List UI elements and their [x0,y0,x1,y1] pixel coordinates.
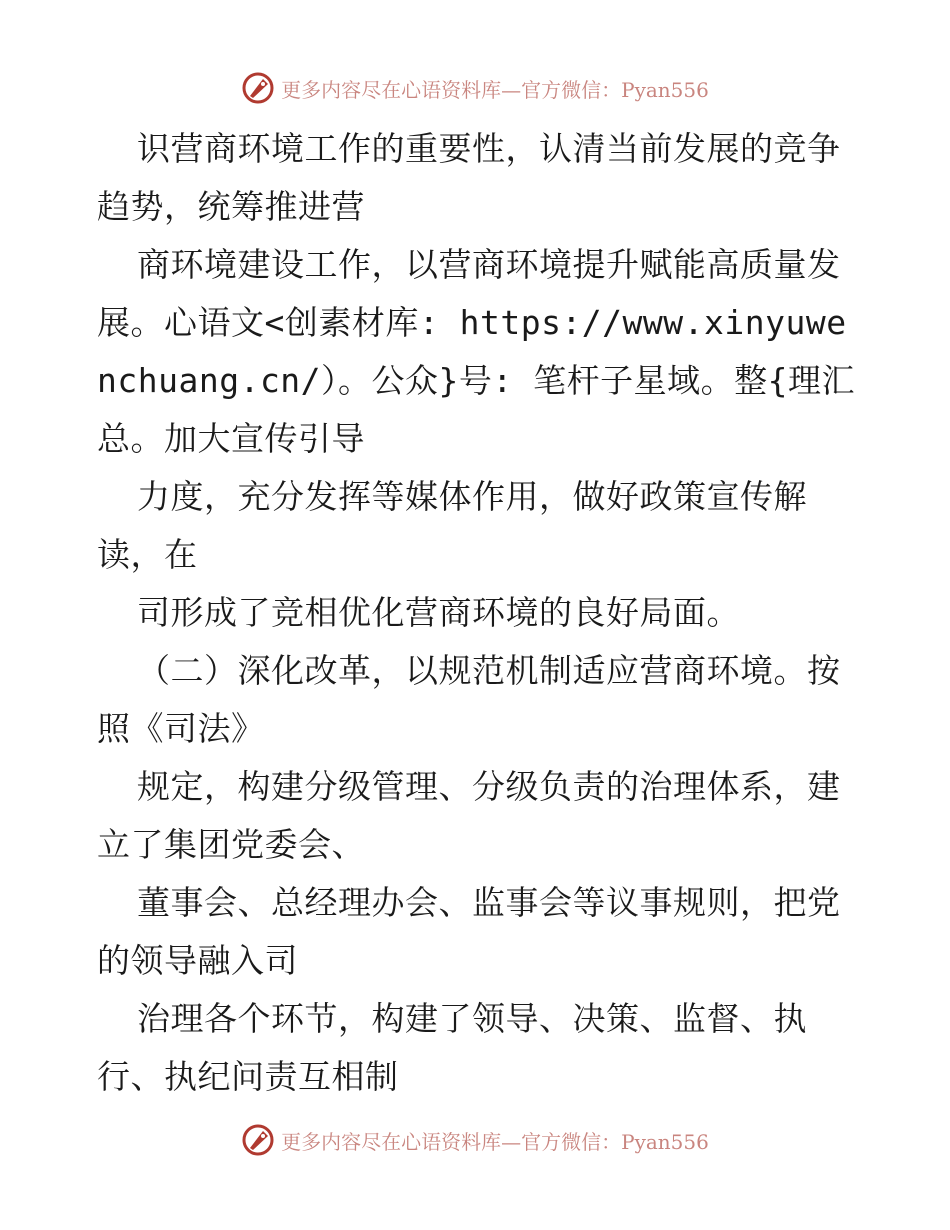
header-banner [0,68,950,108]
paragraph: 治理各个环节，构建了领导、决策、监督、执行、执纪问责互相制 [97,999,807,1096]
paragraph: （二）深化改革，以规范机制适应营商环境。按照《司法》 [97,651,841,748]
paragraph: 力度，充分发挥等媒体作用，做好政策宣传解读，在 [97,477,807,574]
paragraph: 规定，构建分级管理、分级负责的治理体系，建立了集团党委会、 [97,767,841,864]
paragraph: 识营商环境工作的重要性，认清当前发展的竞争趋势，统筹推进营 [97,129,841,226]
pen-nib-circle-icon [241,71,275,105]
footer-banner [0,1120,950,1160]
paragraph: 商环境建设工作，以营商环境提升赋能高质量发展。心语文<创素材库: https://www.xinyuwenchuang.cn/）。公众}号: 笔杆子星域。整{理汇总。加大宣传引导 [97,245,856,458]
pen-nib-circle-icon [241,1123,275,1157]
banner-text: 更多内容尽在心语资料库—官方微信：Pyan556 [281,77,709,102]
paragraph: 董事会、总经理办会、监事会等议事规则，把党的领导融入司 [97,883,841,980]
document-body [97,120,857,1106]
banner-text: 更多内容尽在心语资料库—官方微信：Pyan556 [281,1129,709,1154]
paragraph: 司形成了竞相优化营商环境的良好局面。 [137,593,740,632]
